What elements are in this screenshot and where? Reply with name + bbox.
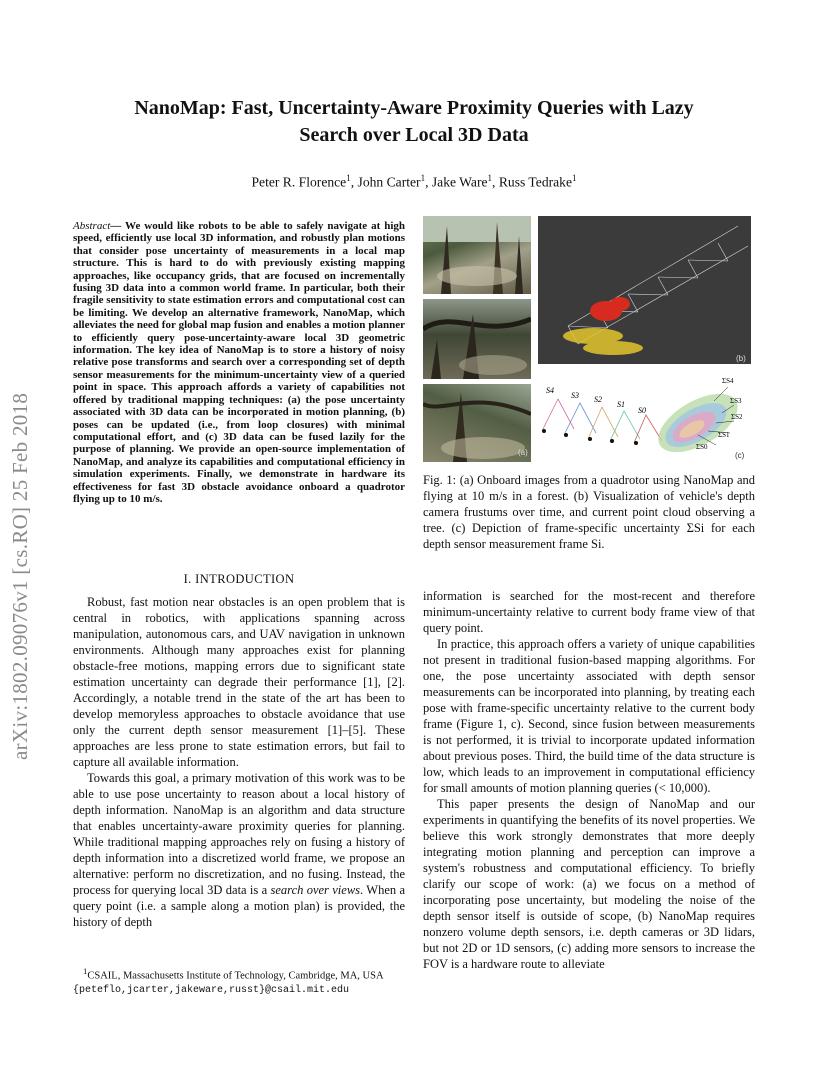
figure-frustum-visualization [538,216,751,364]
body-text: Towards this goal, a primary motivation of this work was to be able to use pose uncertainty to reason about a local history of depth information. NanoMap is an algorithm and data structure that enables uncertainty-aware proximity queries for planning. While traditional mapping approaches rely on fusing a history of depth information into a discretized world frame, we propose an alternative: perform no discretization, and no fusing. Instead, the process for querying local 3D data is a [73,771,405,897]
figure-uncertainty-diagram [538,371,751,462]
sigma-label: ΣS2 [731,413,743,421]
frustum-render [538,216,751,364]
author-name: Peter R. Florence [251,174,347,190]
abstract-text: — We would like robots to be able to safely navigate at high speed, efficiently use local 3D information, and robustly plan motions that consider pose uncertainty of measurements in a local map structure. This is hard to do with previously existing mapping approaches, like occupancy grids, that are focused on incrementally fusing 3D data into a common world frame. In particular, both their fragile sensitivity to state estimation errors and computational cost can be limiting. We develop an alternative framework, NanoMap, which alleviates the need for global map fusion and enables a motion planner to efficiently query pose-uncertainty-aware local 3D geometric information. The key idea of NanoMap is to store a history of noisy relative pose transforms and search over a corresponding set of depth sensor measurements for the minimum-uncertainty view of a queried point in space. This approach affords a variety of capabilities not offered by traditional mapping techniques: (a) the pose uncertainty associated with 3D data can be incorporated in motion planning, (b) poses can be updated (i.e., from loop closures) with minimal computational effort, and (c) 3D data can be fused lazily for the purpose of planning. We provide an open-source implementation of NanoMap, and analyze its capabilities and computational efficiency in simulation experiments. Finally, we demonstrate in hardware its effectiveness for fast 3D obstacle avoidance onboard a quadrotor flying up to 10 m/s. [73,220,405,505]
author-list: Peter R. Florence$^1$, John Carter$^1$, Jake Ware$^1$, Russ Tedrake$^1$ [251,173,577,190]
sigma-label: ΣS1 [718,431,730,439]
forest-scene-3 [423,384,531,462]
affiliation-mark: 1 [83,966,88,976]
paper-title: NanoMap: Fast, Uncertainty-Aware Proximity Queries with Lazy Search over Local 3D Data [134,97,694,146]
subfigure-label-a: (a) [518,448,528,457]
frame-label: S2 [594,395,602,404]
body-paragraph: In practice, this approach offers a variety of unique capabilities not present in traditional fusion-based mapping algorithms. For one, the pose uncertainty associated with depth sensor measurements can be incorporated into planning, by treating each pose with frame-specific uncertainty relative to the current body frame (Figure 1, c). Second, since fusion between measurements is not performed, it is trivial to incorporate updated information about previous poses. Third, the build time of the data structure is low, which leads to an improvement in computational efficiency for small amounts of motion planning queries (< 10,000). [423,637,755,795]
right-column-body [423,588,755,972]
body-text: . When a query point (i.e. a sample along a motion plan) is provided, the history of depth [73,883,406,929]
figure-photo-a1 [423,216,531,294]
sigma-label: ΣS3 [730,397,742,405]
left-column-body [73,594,405,930]
emphasis-text: search over views [270,883,361,897]
affiliation-text: CSAIL, Massachusetts Institute of Technology, Cambridge, MA, USA [87,970,384,982]
author-name: John Carter [357,174,421,190]
abstract-lead: Abstract [73,220,111,232]
frame-label: S3 [571,391,579,400]
affiliation-mark: 1 [572,173,577,183]
sigma-label: ΣS4 [722,377,734,385]
frame-label: S1 [617,400,625,409]
figure-photo-a2 [423,299,531,379]
arxiv-sidebar-id: arXiv:1802.09076v1 [cs.RO] 25 Feb 2018 [8,392,32,760]
frame-label: S4 [546,386,554,395]
subfigure-label-c: (c) [735,451,745,460]
forest-scene-2 [423,299,531,379]
body-paragraph: information is searched for the most-recent and therefore minimum-uncertainty relative to current body frame view of that query point. [423,589,755,635]
body-paragraph: This paper presents the design of NanoMap and our experiments in quantifying the benefits of its novel properties. We believe this work strongly demonstrates that more deeply integrating motion planning and perception can improve a system's robustness and computational efficiency. To briefly clarify our scope of work: (a) we focus on a method of incorporating pose uncertainty, but modeling the noise of the depth sensor itself is outside of scope, (b) NanoMap requires nonzero volume depth sensors, i.e. depth cameras or 3D lidars, but not 2D or 1D sensors, (c) adding more sensors to increase the FOV is a hardware route to alleviate [423,797,755,971]
author-name: Jake Ware [431,174,488,190]
affiliation-mark: 1 [420,173,426,183]
footnote [73,965,405,997]
forest-scene-1 [423,216,531,294]
figure-caption: Fig. 1: (a) Onboard images from a quadrotor using NanoMap and flying at 10 m/s in a forest. (b) Visualization of vehicle's depth camera frustums over time, and current point cloud observing a tree. (c) Depiction of frame-specific uncertainty ΣSi for each depth sensor measurement frame Si. [423,473,755,551]
author-name: Russ Tedrake [498,174,573,190]
body-paragraph: Robust, fast motion near obstacles is an open problem that is central in robotics, with applications spanning across manipulation, autonomous cars, and UAV navigation in unknown environments. Although many approaches exist for planning obstacle-free motions, mapping errors due to significant state estimation uncertainty can degrade their performance [1], [2]. Accordingly, a notable trend in the state of the art has been to develop memoryless approaches to obstacle avoidance that use only the current depth sensor measurement [1]–[5]. These approaches are less prone to state estimation errors, but fail to capture all available information. [73,595,405,769]
author-emails: {peteflo,jcarter,jakeware,russt}@csail.mit.edu [73,984,350,996]
frame-label: S0 [638,406,646,415]
uncertainty-diagram-svg [538,371,751,462]
sigma-label: ΣS0 [696,443,708,451]
figure-photo-a3 [423,384,531,462]
section-heading-introduction: I. INTRODUCTION [183,572,295,586]
affiliation-mark: 1 [487,173,493,183]
affiliation-mark: 1 [346,173,351,183]
subfigure-label-b: (b) [736,354,746,363]
body-paragraph [73,770,405,930]
abstract [73,220,405,505]
